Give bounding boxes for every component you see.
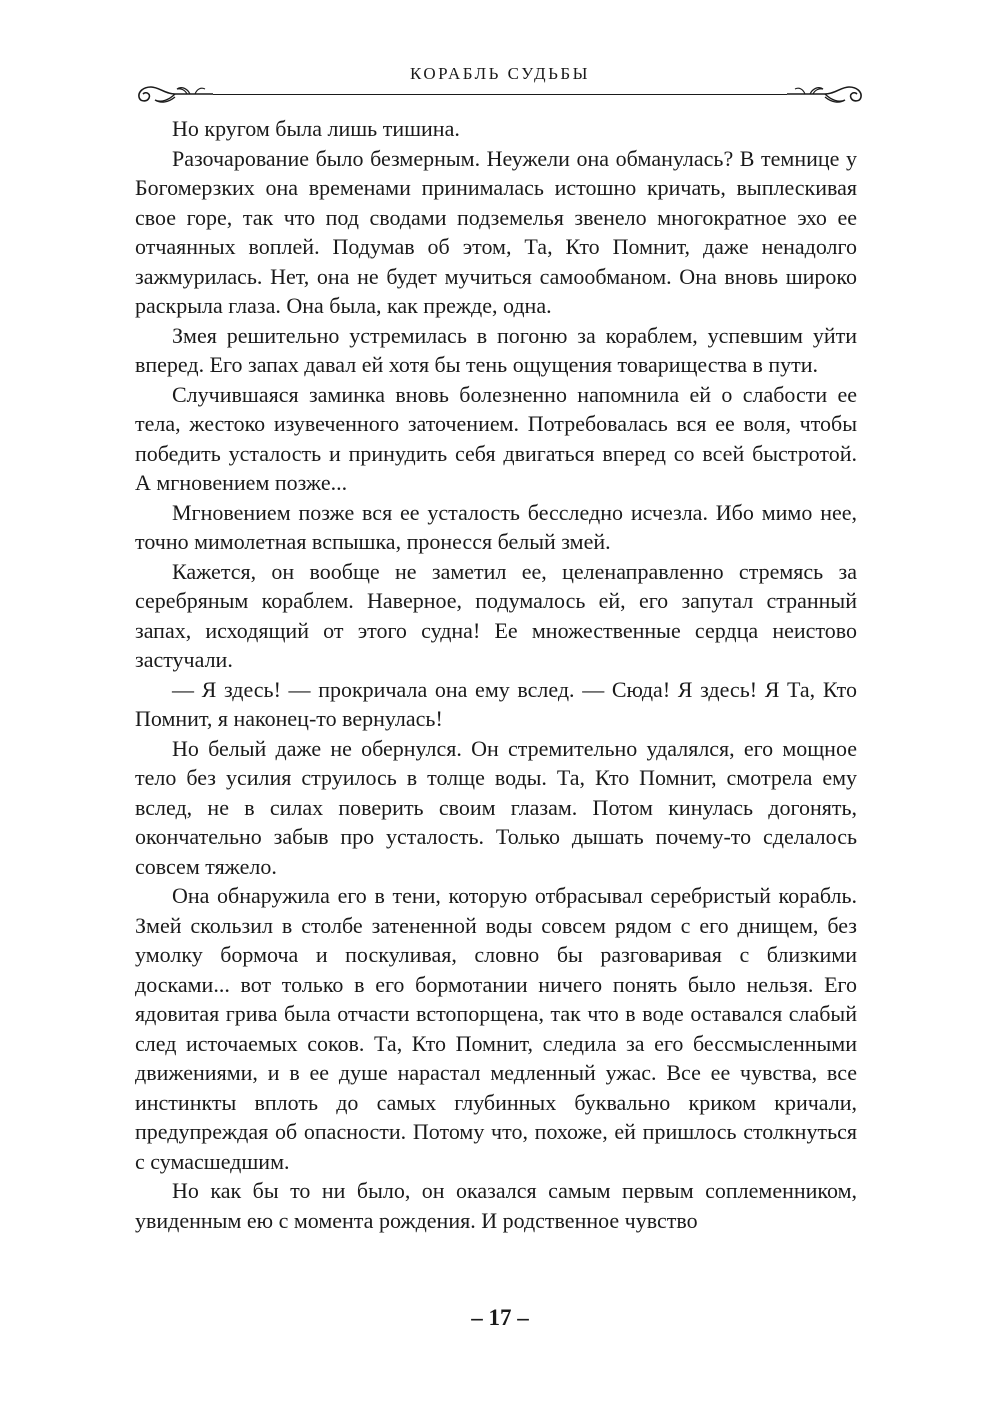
- header-rule: [213, 94, 787, 95]
- paragraph: Но белый даже не обернулся. Он стремительно удалялся, его мощное тело без усилия струилось в толще воды. Та, Кто Помнит, смотрела ему вслед, не в силах поверить своим глазам. Потом кинулась догонять, окончательно забыв про усталость. Только дышать почему-то сделалось совсем тяжело.: [135, 735, 857, 879]
- paragraph: — Я здесь! — прокричала она ему вслед. — Сюда! Я здесь! Я Та, Кто Помнит, я наконец-то вернулась!: [135, 676, 857, 731]
- paragraph: Случившаяся заминка вновь болезненно напомнила ей о слабости ее тела, жестоко изувеченного заточением. Потребовалась вся ее воля, чтобы победить усталость и принудить себя двигаться вперед со всей быстротой. А мгновением позже...: [135, 381, 857, 495]
- flourish-ornament-right-icon: [785, 78, 865, 108]
- paragraph: Змея решительно устремилась в погоню за кораблем, успевшим уйти вперед. Его запах давал ей хотя бы тень ощущения товарищества в пути.: [135, 322, 857, 377]
- paragraph: Разочарование было безмерным. Неужели она обманулась? В темнице у Богомерзких она временами принималась истошно кричать, выплескивая свое горе, так что под сводами подземелья звенело многократное эхо ее отчаянных воплей. Подумав об этом, Та, Кто Помнит, даже ненадолго зажмурилась. Нет, она не будет мучиться самообманом. Она вновь широко раскрыла глаза. Она была, как прежде, одна.: [135, 145, 857, 318]
- paragraph: Мгновением позже вся ее усталость бесследно исчезла. Ибо мимо нее, точно мимолетная вспышка, пронесся белый змей.: [135, 499, 857, 554]
- paragraph: Но кругом была лишь тишина.: [172, 116, 460, 141]
- paragraph: Но как бы то ни было, он оказался самым первым соплеменником, увиденным ею с момента рождения. И родственное чувство: [135, 1178, 857, 1233]
- paragraph: Кажется, он вообще не заметил ее, целенаправленно стремясь за серебряным кораблем. Наверное, подумалось ей, его запутал странный запах, исходящий от этого судна! Ее множественные сердца неистово застучали.: [135, 558, 857, 672]
- body-text: [135, 114, 857, 1235]
- paragraph: Она обнаружила его в тени, которую отбрасывал серебристый корабль. Змей скользил в столбе затененной воды совсем рядом с его днищем, без умолку бормоча и поскуливая, словно бы разговаривая с близкими досками... вот только в его бормотании ничего понять было нельзя. Его ядовитая грива была отчасти встопорщена, так что в воде оставался слабый след источаемых соков. Та, Кто Помнит, следила за его бессмысленными движениями, и в ее душе нарастал медленный ужас. Все ее чувства, все инстинкты вплоть до самых глубинных буквально криком кричали, предупреждая об опасности. Потому что, похоже, ей пришлось столкнуться с сумасшедшим.: [135, 883, 857, 1174]
- page-number: – 17 –: [471, 1305, 529, 1330]
- running-title: КОРАБЛЬ СУДЬБЫ: [409, 64, 590, 83]
- page-header: [135, 58, 865, 108]
